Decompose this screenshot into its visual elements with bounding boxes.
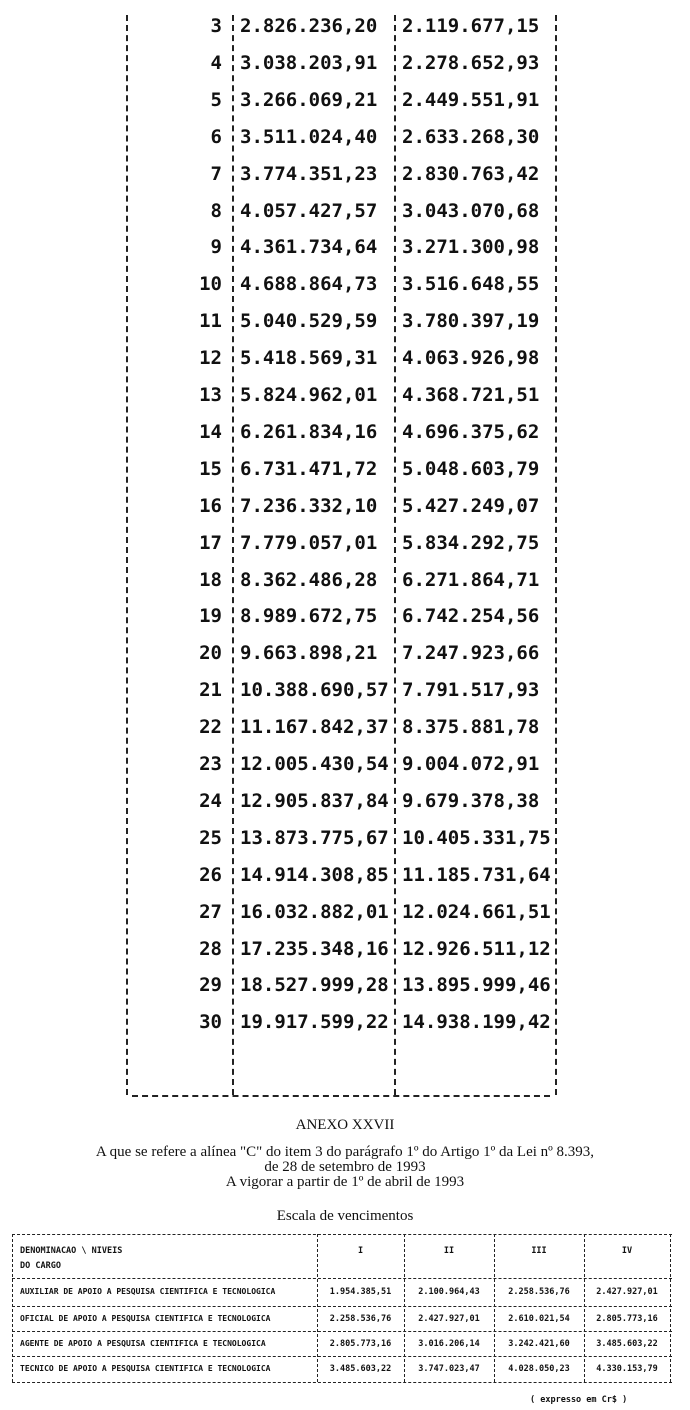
salary-value-col1: 3.511.024,40 (240, 125, 378, 148)
salary-value-col2: 2.449.551,91 (402, 88, 540, 111)
salary-table-col-divider (317, 1234, 318, 1382)
salary-row-value: 2.258.536,76 (508, 1287, 570, 1297)
table-row (0, 119, 690, 155)
table-row (0, 266, 690, 302)
annex-title: ANEXO XXVII (295, 1117, 395, 1133)
currency-footnote: ( expresso em Cr$ ) (530, 1395, 628, 1405)
table-row (0, 562, 690, 598)
salary-row-value: 3.242.421,60 (508, 1339, 570, 1349)
level-number: 9 (210, 236, 222, 259)
salary-value-col2: 4.368.721,51 (402, 384, 540, 406)
level-number: 24 (199, 789, 222, 812)
table-row (0, 894, 690, 930)
salary-value-col1: 3.038.203,91 (240, 51, 378, 74)
salary-value-col1: 4.057.427,57 (240, 199, 378, 222)
table-row (0, 931, 690, 967)
level-number: 17 (199, 531, 222, 554)
table-row (0, 340, 690, 376)
salary-row-value: 3.747.023,47 (418, 1364, 480, 1374)
salary-value-col1: 4.361.734,64 (240, 236, 378, 259)
salary-table-row-divider (12, 1331, 672, 1332)
salary-value-col2: 7.791.517,93 (402, 679, 540, 702)
salary-table-header-sublabel: DO CARGO (20, 1261, 61, 1271)
salary-value-col2: 7.247.923,66 (402, 642, 540, 665)
level-number: 5 (210, 88, 222, 111)
salary-value-col2: 5.834.292,75 (402, 531, 540, 554)
salary-row-value: 4.028.050,23 (508, 1364, 570, 1374)
level-number: 29 (199, 974, 222, 997)
salary-row-value: 2.805.773,16 (596, 1314, 658, 1324)
salary-value-col2: 6.271.864,71 (402, 568, 540, 591)
salary-value-col1: 8.362.486,28 (240, 568, 378, 591)
scale-title: Escala de vencimentos (276, 1208, 414, 1224)
table-row (0, 156, 690, 192)
salary-value-col1: 12.905.837,84 (240, 789, 389, 812)
salary-value-col1: 5.824.962,01 (240, 384, 378, 406)
salary-value-col2: 3.271.300,98 (402, 236, 540, 259)
salary-value-col1: 6.731.471,72 (240, 457, 378, 480)
table-row (0, 672, 690, 708)
salary-value-col1: 16.032.882,01 (240, 900, 389, 923)
salary-row-value: 2.427.927,01 (418, 1314, 480, 1324)
salary-row-cargo: TECNICO DE APOIO A PESQUISA CIENTIFICA E TECNOLOGICA (20, 1364, 271, 1373)
table-bottom-border (132, 1095, 550, 1097)
salary-table-row-divider (12, 1306, 672, 1307)
table-row (0, 229, 690, 265)
annex-description-line1: A que se refere a alínea "C" do item 3 do parágrafo 1º do Artigo 1º da Lei nº 8.393, (95, 1144, 595, 1160)
salary-row-value: 2.258.536,76 (329, 1314, 392, 1324)
salary-table-left-border (12, 1234, 13, 1382)
salary-value-col1: 18.527.999,28 (240, 974, 389, 997)
salary-row-value: 4.330.153,79 (596, 1364, 658, 1374)
table-row (0, 451, 690, 487)
table-row (0, 746, 690, 782)
table-row (0, 709, 690, 745)
table-row (0, 414, 690, 450)
level-number: 27 (199, 900, 222, 923)
level-number: 10 (199, 273, 222, 296)
salary-row-value: 3.016.206,14 (418, 1339, 480, 1349)
table-row (0, 635, 690, 671)
salary-value-col2: 11.185.731,64 (402, 863, 551, 886)
salary-value-col2: 4.063.926,98 (402, 347, 540, 370)
salary-value-col1: 17.235.348,16 (240, 937, 389, 960)
level-number: 14 (199, 420, 222, 443)
salary-value-col1: 3.266.069,21 (240, 88, 378, 111)
salary-value-col1: 19.917.599,22 (240, 1011, 389, 1034)
table-row (0, 525, 690, 561)
table-row (0, 193, 690, 229)
table-row (0, 1004, 690, 1040)
table-row (0, 45, 690, 81)
level-number: 28 (199, 937, 222, 960)
table-row (0, 488, 690, 524)
level-number: 21 (199, 679, 222, 702)
annex-description-line2: de 28 de setembro de 1993 (264, 1159, 426, 1175)
salary-value-col1: 14.914.308,85 (240, 863, 389, 886)
level-number: 7 (210, 162, 222, 185)
salary-value-col2: 3.516.648,55 (402, 273, 540, 296)
salary-value-col2: 6.742.254,56 (402, 605, 540, 628)
salary-row-value: 3.485.603,22 (596, 1339, 658, 1349)
salary-table-header-divider (12, 1278, 672, 1279)
level-number: 13 (199, 384, 222, 406)
salary-value-col2: 5.048.603,79 (402, 457, 540, 480)
table-row (0, 598, 690, 634)
salary-row-value: 2.610.021,54 (508, 1314, 570, 1324)
salary-value-col1: 4.688.864,73 (240, 273, 378, 296)
salary-row-value: 2.427.927,01 (596, 1287, 658, 1297)
table-row (0, 82, 690, 118)
table-row (0, 820, 690, 856)
salary-value-col2: 8.375.881,78 (402, 716, 540, 739)
level-number: 12 (199, 347, 222, 370)
table-row (0, 377, 690, 413)
table-row (0, 783, 690, 819)
salary-table (12, 1234, 672, 1394)
salary-row-cargo: AUXILIAR DE APOIO A PESQUISA CIENTIFICA E TECNOLOGICA (20, 1287, 276, 1296)
salary-row-cargo: AGENTE DE APOIO A PESQUISA CIENTIFICA E TECNOLOGICA (20, 1339, 266, 1348)
level-number: 11 (199, 310, 222, 333)
salary-value-col1: 13.873.775,67 (240, 826, 389, 849)
level-number: 16 (199, 494, 222, 517)
salary-table-col-header: IV (621, 1246, 633, 1256)
salary-row-value: 3.485.603,22 (329, 1364, 392, 1374)
salary-value-col1: 11.167.842,37 (240, 716, 389, 739)
salary-row-value: 2.100.964,43 (418, 1287, 480, 1297)
salary-value-col1: 10.388.690,57 (240, 679, 389, 702)
salary-table-col-divider (494, 1234, 495, 1382)
salary-value-col2: 2.278.652,93 (402, 51, 540, 74)
table-row (0, 967, 690, 1003)
salary-value-col2: 2.633.268,30 (402, 125, 540, 148)
salary-table-header-label: DENOMINACAO \ NIVEIS (20, 1246, 123, 1256)
table-row (0, 303, 690, 339)
salary-table-bottom-border (12, 1382, 672, 1383)
level-number: 22 (199, 716, 222, 739)
salary-table-top-border (12, 1234, 672, 1235)
salary-value-col2: 9.679.378,38 (402, 789, 540, 812)
level-number: 6 (210, 125, 222, 148)
level-number: 20 (199, 642, 222, 665)
table-row (0, 8, 690, 44)
salary-value-col1: 2.826.236,20 (240, 15, 378, 37)
salary-table-row-divider (12, 1356, 672, 1357)
salary-value-col2: 14.938.199,42 (402, 1011, 551, 1034)
salary-table-col-header: I (357, 1246, 364, 1256)
salary-value-col2: 9.004.072,91 (402, 753, 540, 775)
level-number: 19 (199, 605, 222, 628)
level-number: 8 (210, 199, 222, 222)
level-number: 18 (199, 568, 222, 591)
salary-value-col2: 2.119.677,15 (402, 15, 540, 37)
salary-value-col2: 5.427.249,07 (402, 494, 540, 517)
salary-value-col1: 5.040.529,59 (240, 310, 378, 333)
salary-row-value: 2.805.773,16 (329, 1339, 392, 1349)
level-number: 3 (210, 15, 222, 37)
level-number: 25 (199, 826, 222, 849)
salary-value-col1: 7.779.057,01 (240, 531, 378, 554)
salary-value-col2: 12.024.661,51 (402, 900, 551, 923)
salary-row-value: 1.954.385,51 (329, 1287, 392, 1297)
salary-row-cargo: OFICIAL DE APOIO A PESQUISA CIENTIFICA E TECNOLOGICA (20, 1314, 271, 1323)
level-number: 30 (199, 1011, 222, 1034)
salary-value-col1: 7.236.332,10 (240, 494, 378, 517)
salary-value-col2: 2.830.763,42 (402, 162, 540, 185)
salary-value-col2: 3.043.070,68 (402, 199, 540, 222)
salary-value-col1: 9.663.898,21 (240, 642, 378, 665)
annex-description-line3: A vigorar a partir de 1º de abril de 1993 (225, 1174, 465, 1190)
salary-table-col-header: II (443, 1246, 455, 1256)
salary-value-col1: 8.989.672,75 (240, 605, 378, 628)
salary-value-col1: 3.774.351,23 (240, 162, 378, 185)
salary-value-col1: 6.261.834,16 (240, 420, 378, 443)
salary-value-col2: 4.696.375,62 (402, 420, 540, 443)
salary-value-col2: 10.405.331,75 (402, 826, 551, 849)
level-number: 15 (199, 457, 222, 480)
level-number: 23 (199, 753, 222, 775)
annex-description (0, 1145, 690, 1190)
salary-value-col2: 12.926.511,12 (402, 937, 551, 960)
salary-table-col-divider (584, 1234, 585, 1382)
level-number: 4 (210, 51, 222, 74)
table-row (0, 857, 690, 893)
salary-value-col2: 3.780.397,19 (402, 310, 540, 333)
salary-table-col-header: III (531, 1246, 547, 1256)
level-number: 26 (199, 863, 222, 886)
salary-table-right-border (670, 1234, 671, 1382)
salary-value-col2: 13.895.999,46 (402, 974, 551, 997)
salary-value-col1: 12.005.430,54 (240, 753, 389, 775)
salary-value-col1: 5.418.569,31 (240, 347, 378, 370)
salary-table-col-divider (404, 1234, 405, 1382)
